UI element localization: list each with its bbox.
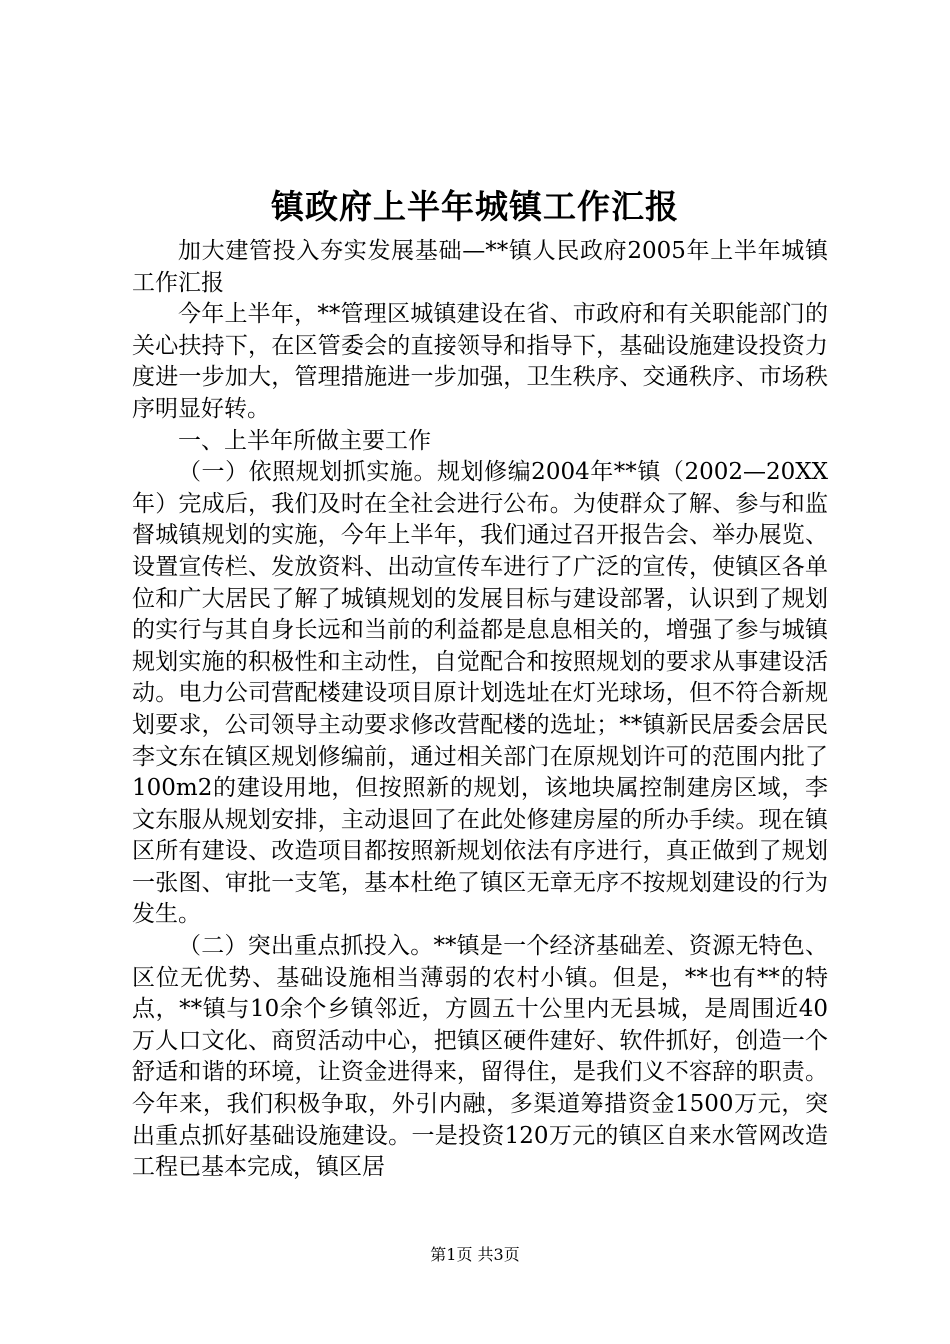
page-footer: 第1页 共3页 [430, 1245, 520, 1264]
paragraph-section-2: （二）突出重点抓投入。**镇是一个经济基础差、资源无特色、区位无优势、基础设施相当薄弱的农村小镇。但是，**也有**的特点，**镇与10余个乡镇邻近，方圆五十公里内无县城，是周围近40万人口文化、商贸活动中心，把镇区硬件建好、软件抓好，创造一个舒适和谐的环境，让资金进得来，留得住，是我们义不容辞的职责。今年来，我们积极争取，外引内融，多渠道筹措资金1500万元，突出重点抓好基础设施建设。一是投资120万元的镇区自来水管网改造工程已基本完成，镇区居 [132, 933, 828, 1181]
paragraph-section-1: （一）依照规划抓实施。规划修编2004年**镇（2002—20XX年）完成后，我们及时在全社会进行公布。为使群众了解、参与和监督城镇规划的实施，今年上半年，我们通过召开报告会、举办展览、设置宣传栏、发放资料、出动宣传车进行了广泛的宣传，使镇区各单位和广大居民了解了城镇规划的发展目标与建设部署，认识到了规划的实行与其自身长远和当前的利益都是息息相关的，增强了参与城镇规划实施的积极性和主动性，自觉配合和按照规划的要求从事建设活动。电力公司营配楼建设项目原计划选址在灯光球场，但不符合新规划要求，公司领导主动要求修改营配楼的选址；**镇新民居委会居民李文东在镇区规划修编前，通过相关部门在原规划许可的范围内批了100m2的建设用地，但按照新的规划，该地块属控制建房区域，李文东服从规划安排，主动退回了在此处修建房屋的所办手续。现在镇区所有建设、改造项目都按照新规划依法有序进行，真正做到了规划一张图、审批一支笔，基本杜绝了镇区无章无序不按规划建设的行为发生。 [132, 459, 828, 928]
document-title: 镇政府上半年城镇工作汇报 [271, 187, 679, 226]
paragraph-subtitle: 加大建管投入夯实发展基础—**镇人民政府2005年上半年城镇工作汇报 [132, 238, 828, 296]
document-body [132, 236, 828, 1184]
paragraph-intro: 今年上半年，**管理区城镇建设在省、市政府和有关职能部门的关心扶持下，在区管委会的直接领导和指导下，基础设施建设投资力度进一步加大，管理措施进一步加强，卫生秩序、交通秩序、市场秩序明显好转。 [132, 301, 828, 422]
section-heading: 一、上半年所做主要工作 [178, 427, 431, 454]
